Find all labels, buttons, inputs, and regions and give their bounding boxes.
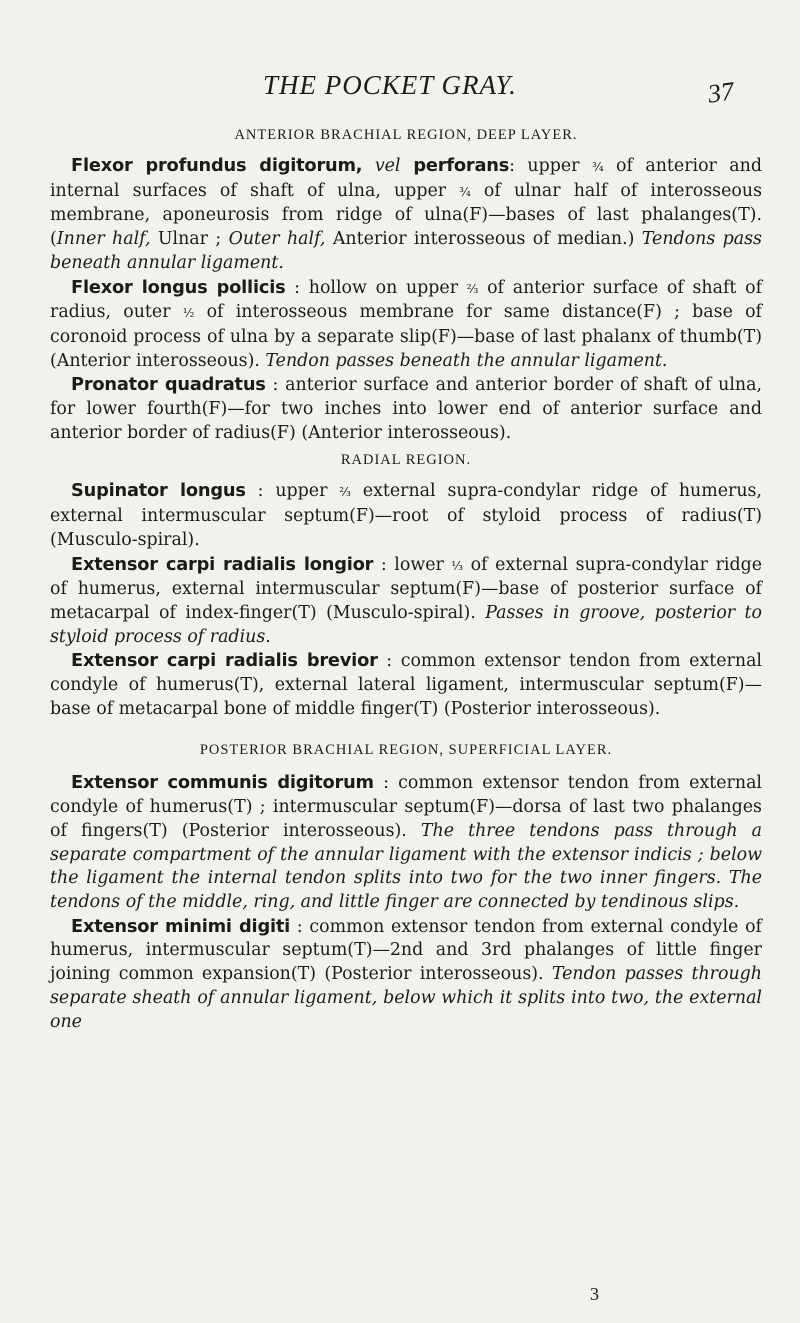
entry-text: of anterior surface of shaft of radius, outer: [50, 277, 763, 323]
fraction: ⅓: [451, 558, 464, 573]
muscle-name: Extensor carpi radialis longior: [71, 553, 374, 575]
fraction: ⅔: [339, 485, 351, 500]
muscle-name: Extensor communis digitorum: [71, 772, 374, 794]
entry-text: : anterior surface and anterior border of shaft of ulna, for lower fourth(F)—for two inches into lower end of anterior surface and anterior border of radius(F) (Anterior interosseous).: [50, 375, 762, 443]
entry-extensor-minimi-digiti: [50, 915, 762, 1035]
muscle-name: Extensor minimi digiti: [71, 915, 291, 937]
muscle-name: Flexor profundus digitorum,: [71, 155, 363, 176]
muscle-name: Pronator quadratus: [71, 374, 266, 396]
muscle-name: Supinator longus: [71, 480, 246, 502]
entry-text: : hollow on upper: [285, 277, 467, 298]
page-number: 37: [706, 76, 736, 109]
muscle-name: Extensor carpi radialis brevior: [71, 650, 378, 672]
entry-supinator-longus: [50, 479, 762, 552]
fraction: ⅔: [466, 281, 479, 296]
entry-text: : common extensor tendon from external condyle of humerus, intermuscular septum(T)—2nd and 3rd phalanges of little finger joining common expansion(T) (Posterior interosseous).: [50, 916, 762, 985]
entry-text: Ulnar ;: [150, 229, 229, 250]
entry-extensor-carpi-radialis-brevior: [50, 649, 762, 721]
italic-note: The three tendons pass through a separate compartment of the annular ligament with the extensor indicis ; below the ligament the internal tendon splits into two for the two inner fingers. The tendons of the middle, ring, and little finger are connected by tendinous slips.: [50, 820, 763, 912]
entry-flexor-longus-pollicis: [50, 276, 762, 374]
entry-flexor-profundus-digitorum: [50, 154, 762, 276]
entry-pronator-quadratus: [50, 373, 762, 445]
entry-extensor-communis-digitorum: [50, 771, 762, 914]
entry-text: : upper: [245, 481, 340, 502]
entry-text: external supra-condylar ridge of humerus, external intermuscular septum(F)—root of styloid process of radius(T) (Musculo-spiral).: [50, 481, 762, 550]
fraction: ¾: [459, 184, 471, 199]
section-heading-anterior-deep: ANTERIOR BRACHIAL REGION, DEEP LAYER.: [234, 127, 578, 143]
section-heading-posterior-superficial: POSTERIOR BRACHIAL REGION, SUPERFICIAL LAYER.: [199, 742, 613, 759]
entry-text: of anterior and internal surfaces of shaft of ulna, upper: [50, 156, 763, 201]
fraction: ½: [182, 306, 195, 321]
italic-note: Tendon passes through separate sheath of annular ligament, below which it splits into two, the external one: [50, 964, 762, 1032]
italic-text: Inner half,: [56, 229, 151, 250]
entry-text: of ulnar half of interosseous membrane, aponeurosis from ridge of ulna(F)—bases of last phalanges(T). (: [50, 180, 762, 250]
entry-text: of interosseous membrane for same distance(F) ; base of coronoid process of ulna by a separate slip(F)—base of last phalanx of thumb(T) (Anterior interosseous).: [50, 302, 762, 371]
running-title: THE POCKET GRAY.: [263, 70, 517, 100]
entry-text: Anterior interosseous of median.): [325, 229, 642, 250]
italic-text: Outer half,: [228, 229, 326, 250]
muscle-name-alt: perforans: [400, 155, 510, 176]
entry-text: : common extensor tendon from external condyle of humerus(T), external lateral ligament, intermuscular septum(F)—base of metacarpal bone of middle finger(T) (Posterior interosseous).: [50, 651, 762, 719]
fraction: ¾: [591, 160, 604, 174]
muscle-name: Flexor longus pollicis: [71, 276, 286, 298]
entry-extensor-carpi-radialis-longior: [50, 553, 762, 650]
running-head: [0, 70, 800, 110]
italic-note: Tendon passes beneath the annular ligament.: [265, 350, 668, 371]
italic-text: vel: [374, 156, 401, 176]
entry-text: : common extensor tendon from external condyle of humerus(T) ; intermuscular septum(F)—dorsa of last two phalanges of fingers(T) (Posterior interosseous).: [50, 773, 762, 841]
section-heading-radial: RADIAL REGION.: [340, 452, 472, 469]
entry-text: of external supra-condylar ridge of humerus, external intermuscular septum(F)—base of posterior surface of metacarpal of index-finger(T) (Musculo-spiral).: [50, 554, 763, 623]
entry-text: : lower: [373, 554, 452, 575]
body-text: [50, 120, 762, 1034]
italic-note: Passes in groove, posterior to styloid process of radius.: [50, 602, 762, 647]
italic-note: Tendons pass beneath annular ligament.: [50, 229, 762, 273]
signature-mark: 3: [590, 1284, 599, 1304]
entry-text: : upper: [509, 156, 592, 176]
